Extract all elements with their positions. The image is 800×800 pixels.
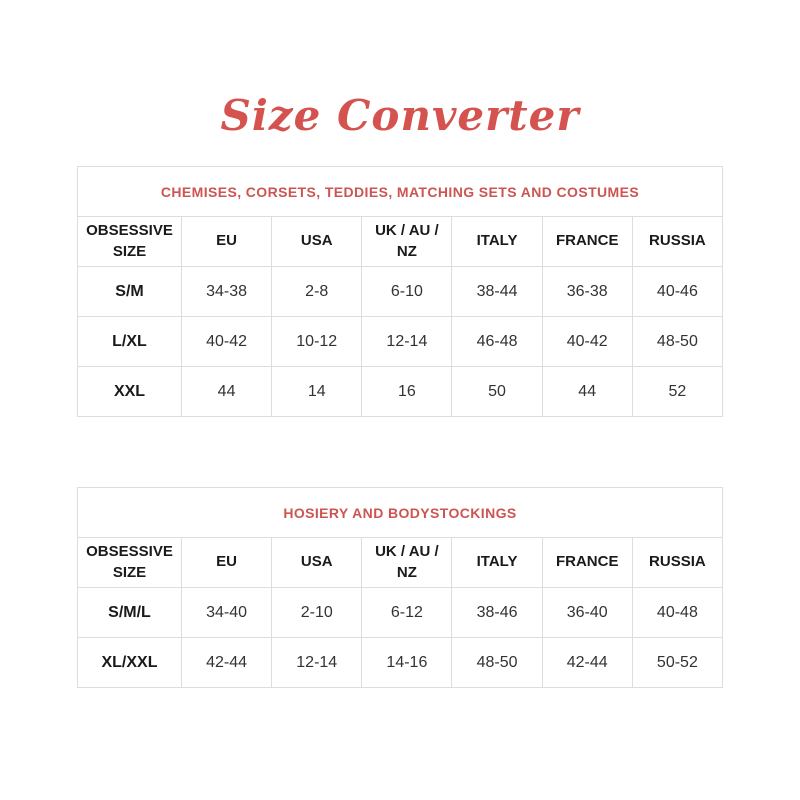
value-cell: 42-44 (182, 638, 272, 688)
column-header-russia: RUSSIA (632, 538, 722, 588)
size-cell: XXL (78, 367, 182, 417)
value-cell: 6-10 (362, 267, 452, 317)
column-header-russia: RUSSIA (632, 217, 722, 267)
table-caption-row (78, 167, 723, 217)
value-cell: 10-12 (272, 317, 362, 367)
table-row (78, 317, 723, 367)
value-cell: 40-42 (542, 317, 632, 367)
column-header-france: FRANCE (542, 217, 632, 267)
size-cell: S/M (78, 267, 182, 317)
value-cell: 36-38 (542, 267, 632, 317)
column-header-uk-au-nz: UK / AU / NZ (362, 538, 452, 588)
size-cell: L/XL (78, 317, 182, 367)
value-cell: 6-12 (362, 588, 452, 638)
table-caption: CHEMISES, CORSETS, TEDDIES, MATCHING SETS AND COSTUMES (78, 167, 723, 217)
column-header-italy: ITALY (452, 217, 542, 267)
size-table-hosiery (77, 487, 723, 688)
value-cell: 40-46 (632, 267, 722, 317)
value-cell: 2-8 (272, 267, 362, 317)
column-header-france: FRANCE (542, 538, 632, 588)
column-header-usa: USA (272, 538, 362, 588)
value-cell: 12-14 (362, 317, 452, 367)
value-cell: 40-48 (632, 588, 722, 638)
column-header-eu: EU (182, 538, 272, 588)
table-row (78, 367, 723, 417)
column-header-italy: ITALY (452, 538, 542, 588)
table-header-row (78, 217, 723, 267)
value-cell: 14 (272, 367, 362, 417)
value-cell: 48-50 (632, 317, 722, 367)
value-cell: 50-52 (632, 638, 722, 688)
value-cell: 42-44 (542, 638, 632, 688)
table-row (78, 588, 723, 638)
value-cell: 34-38 (182, 267, 272, 317)
column-header-eu: EU (182, 217, 272, 267)
value-cell: 16 (362, 367, 452, 417)
value-cell: 48-50 (452, 638, 542, 688)
table-caption: HOSIERY AND BODYSTOCKINGS (78, 488, 723, 538)
table-row (78, 267, 723, 317)
value-cell: 36-40 (542, 588, 632, 638)
value-cell: 40-42 (182, 317, 272, 367)
value-cell: 46-48 (452, 317, 542, 367)
value-cell: 34-40 (182, 588, 272, 638)
table-caption-row (78, 488, 723, 538)
value-cell: 44 (542, 367, 632, 417)
column-header-usa: USA (272, 217, 362, 267)
page-title: Size Converter (220, 91, 580, 140)
value-cell: 12-14 (272, 638, 362, 688)
column-header-obsessive-size: OBSESSIVE SIZE (78, 538, 182, 588)
value-cell: 52 (632, 367, 722, 417)
value-cell: 2-10 (272, 588, 362, 638)
size-cell: XL/XXL (78, 638, 182, 688)
column-header-uk-au-nz: UK / AU / NZ (362, 217, 452, 267)
value-cell: 38-46 (452, 588, 542, 638)
value-cell: 14-16 (362, 638, 452, 688)
table-header-row (78, 538, 723, 588)
table-row (78, 638, 723, 688)
size-cell: S/M/L (78, 588, 182, 638)
value-cell: 44 (182, 367, 272, 417)
size-table-chemises (77, 166, 723, 417)
value-cell: 50 (452, 367, 542, 417)
column-header-obsessive-size: OBSESSIVE SIZE (78, 217, 182, 267)
value-cell: 38-44 (452, 267, 542, 317)
